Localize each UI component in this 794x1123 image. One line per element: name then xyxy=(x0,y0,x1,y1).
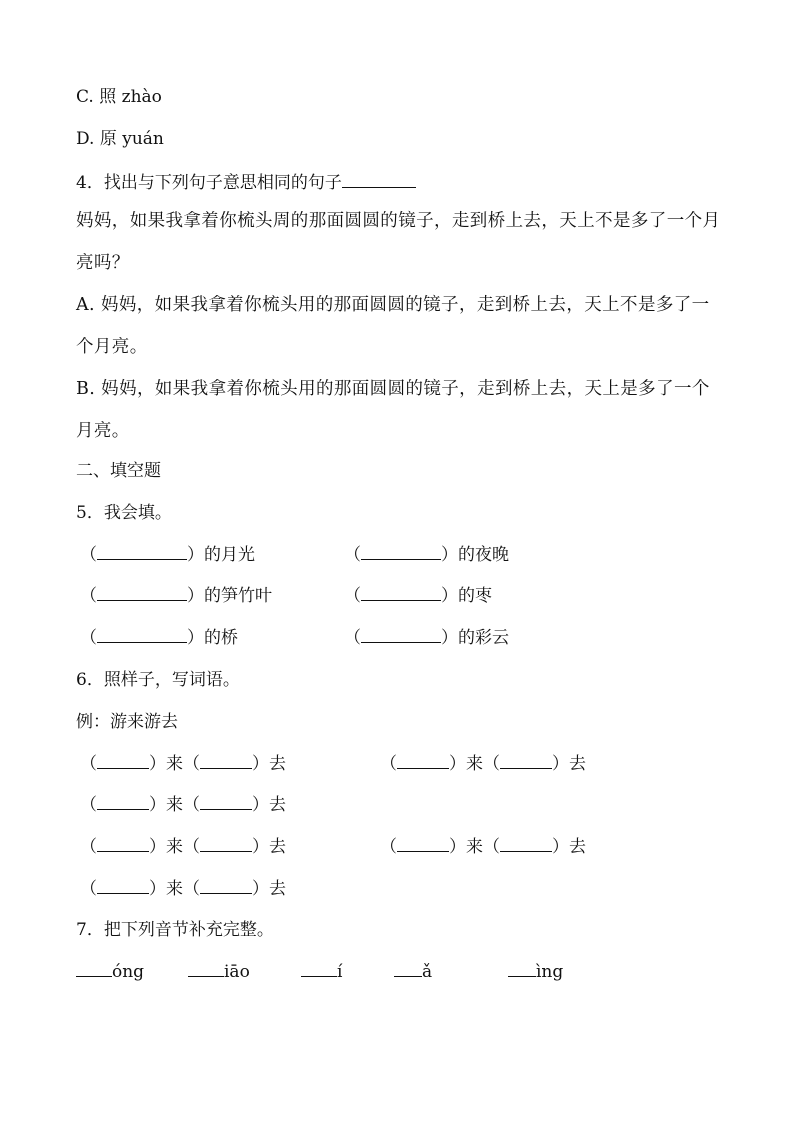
fill-blank[interactable] xyxy=(97,877,149,894)
fill-blank[interactable] xyxy=(394,960,422,977)
fill-blank[interactable] xyxy=(188,960,224,977)
fill-blank[interactable] xyxy=(200,793,252,810)
question-7-title: 7．把下列音节补充完整。 xyxy=(76,920,274,940)
fill-blank[interactable] xyxy=(361,543,441,560)
q6-item: （ ）来（ ）去 xyxy=(380,754,586,774)
question-6-example: 例：游来游去 xyxy=(76,712,178,732)
q6-item: （ ）来（ ）去 xyxy=(80,754,286,774)
section-2-title: 二、填空题 xyxy=(76,461,161,481)
q5-row-2-right: （ ）的枣 xyxy=(344,586,492,606)
fill-blank[interactable] xyxy=(97,543,187,560)
fill-blank[interactable] xyxy=(200,752,252,769)
question-4-text: 4．找出与下列句子意思相同的句子 xyxy=(76,173,342,193)
fill-blank[interactable] xyxy=(500,752,552,769)
syllable-item: ìng xyxy=(508,960,563,984)
fill-blank[interactable] xyxy=(500,835,552,852)
fill-blank[interactable] xyxy=(361,584,441,601)
fill-blank[interactable] xyxy=(397,752,449,769)
fill-blank[interactable] xyxy=(200,877,252,894)
option-d: D. 原 yuán xyxy=(76,129,164,149)
fill-blank[interactable] xyxy=(301,960,337,977)
fill-blank[interactable] xyxy=(200,835,252,852)
q5-row-3-right: （ ）的彩云 xyxy=(344,628,509,648)
question-4-option-a: A. 妈妈，如果我拿着你梳头用的那面圆圆的镜子，走到桥上去，天上不是多了一个月亮。 xyxy=(76,295,710,357)
q6-item: （ ）来（ ）去 xyxy=(80,837,286,857)
fill-blank[interactable] xyxy=(97,584,187,601)
syllable-item: ǎ xyxy=(394,960,432,984)
q5-row-1-right: （ ）的夜晚 xyxy=(344,545,509,565)
fill-blank[interactable] xyxy=(97,793,149,810)
syllable-item: iāo xyxy=(188,960,250,984)
q6-item: （ ）来（ ）去 xyxy=(80,795,286,815)
question-4-sentence: 妈妈，如果我拿着你梳头周的那面圆圆的镜子，走到桥上去，天上不是多了一个月亮吗？ xyxy=(76,211,721,273)
question-5-title: 5．我会填。 xyxy=(76,503,172,523)
fill-blank[interactable] xyxy=(508,960,536,977)
question-4-option-b: B. 妈妈，如果我拿着你梳头用的那面圆圆的镜子，走到桥上去，天上是多了一个月亮。 xyxy=(76,379,710,441)
fill-blank[interactable] xyxy=(97,835,149,852)
fill-blank[interactable] xyxy=(397,835,449,852)
q6-item: （ ）来（ ）去 xyxy=(80,879,286,899)
syllable-item: í xyxy=(301,960,342,984)
syllable-item: óng xyxy=(76,960,144,984)
question-6-title: 6．照样子，写词语。 xyxy=(76,670,240,690)
q6-item: （ ）来（ ）去 xyxy=(380,837,586,857)
option-c: C. 照 zhào xyxy=(76,87,162,107)
fill-blank[interactable] xyxy=(361,626,441,643)
q5-row-1-left: （ ）的月光 xyxy=(80,545,255,565)
question-4-title xyxy=(76,169,416,195)
q5-row-2-left: （ ）的笋竹叶 xyxy=(80,586,272,606)
q5-row-3-left: （ ）的桥 xyxy=(80,628,238,648)
fill-blank[interactable] xyxy=(97,626,187,643)
answer-blank[interactable] xyxy=(342,169,416,188)
fill-blank[interactable] xyxy=(76,960,112,977)
fill-blank[interactable] xyxy=(97,752,149,769)
